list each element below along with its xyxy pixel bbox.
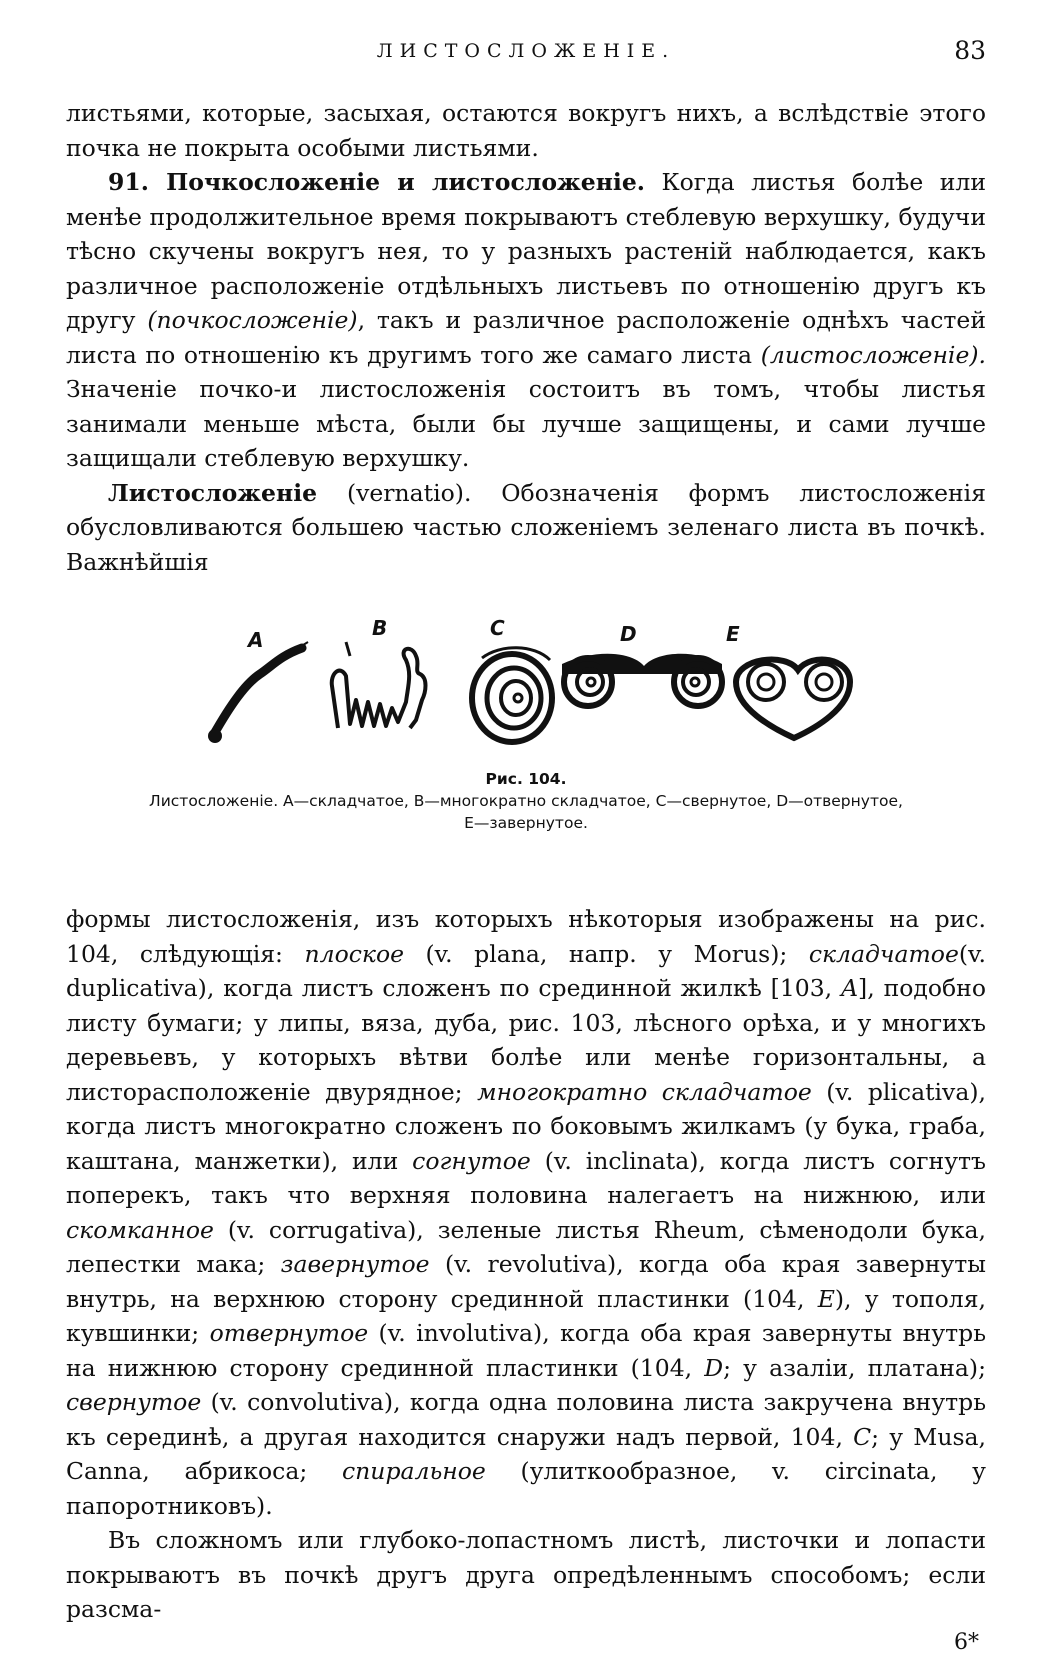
- paragraph-text: (v. inclinata), когда листъ согнутъ поперекъ, такъ что верхняя половина налегаетъ на нижнюю, или: [66, 1146, 986, 1209]
- paragraph-text: , такъ и различное расположеніе однѣхъ частей листа по отношенію къ другимъ того же самаго листа: [66, 306, 986, 369]
- lower-text-block: [66, 902, 986, 1627]
- paragraph-text: (v. duplicativa), когда листъ сложенъ по срединной жилкѣ [103,: [66, 939, 986, 1002]
- vernation-a-illustration: [208, 642, 308, 743]
- caption-line: Листосложеніе. A—складчатое, B—многократно складчатое, C—свернутое, D—отвернутое,: [149, 792, 903, 810]
- term: свернутое: [66, 1388, 202, 1416]
- paragraph-text: (v. revolutiva), когда оба края завернуты внутрь, на верхнюю сторону срединной пластинки (104,: [66, 1250, 987, 1313]
- paragraph-continuation: листьями, которые, засыхая, остаются вокругъ нихъ, а вслѣдствіе этого почка не покрыта особыми листьями.: [66, 99, 986, 162]
- term: многократно складчатое: [477, 1077, 812, 1106]
- figure-ref: C: [853, 1422, 872, 1451]
- figure-ref: A: [841, 974, 859, 1002]
- running-title: ЛИСТОСЛОЖЕНІЕ.: [376, 40, 676, 62]
- paragraph-text: (v. plana, напр. у Morus);: [404, 939, 809, 968]
- vernation-d-illustration: [562, 654, 722, 706]
- paragraph-vernation-forms: [66, 902, 986, 1523]
- upper-text-block: [66, 96, 986, 579]
- figure-104: [200, 616, 860, 766]
- subsection-heading: Листосложеніе: [108, 478, 318, 507]
- term: (почкосложеніе): [147, 306, 358, 334]
- vernation-b-illustration: [332, 642, 426, 728]
- vernation-c-illustration: [472, 648, 552, 742]
- term: плоское: [304, 939, 404, 968]
- paragraph-text: (v. plicativa), когда листъ многократно сложенъ по боковымъ жилкамъ (у бука, граба, каштана, манжетки), или: [66, 1077, 986, 1175]
- figure-label-a: A: [248, 628, 264, 652]
- paragraph-text: (v. corrugativa), зеленые листья Rheum, сѣменодоли бука, лепестки мака;: [66, 1215, 986, 1278]
- paragraph-text: (улиткообразное, v. circinata, у папоротниковъ).: [66, 1457, 986, 1520]
- term: спиральное: [342, 1457, 486, 1485]
- figure-label-b: B: [372, 616, 388, 640]
- paragraph-text: (vernatio). Обозначенія формъ листосложенія обусловливаются большею частью сложеніемъ зеленаго листа въ почкѣ. Важнѣйшія: [66, 478, 986, 576]
- paragraph-text: Значеніе почко-и листосложенія состоитъ въ томъ, чтобы листья занимали меньше мѣста, были бы лучше защищены, и сами лучше защищали стеблевую верхушку.: [66, 375, 986, 472]
- vernation-e-illustration: [736, 660, 850, 738]
- paragraph-text: ; у азаліи, платана);: [723, 1353, 986, 1382]
- term: (листосложеніе).: [760, 340, 986, 369]
- paragraph-text: ], подобно листу бумаги; у липы, вяза, дуба, рис. 103, лѣсного орѣха, и у многихъ деревьевъ, у которыхъ вѣтви болѣе или менѣе горизонтальны, а листорасположеніе двурядное;: [66, 974, 986, 1106]
- figure-number: Рис. 104.: [485, 770, 567, 788]
- term: скомканное: [66, 1215, 214, 1244]
- term: согнутое: [412, 1146, 531, 1175]
- figure-label-e: E: [726, 622, 740, 646]
- figure-label-d: D: [620, 622, 637, 646]
- paragraph-text: Когда листья болѣе или менѣе продолжительное время покрываютъ стеблевую верхушку, будучи тѣсно скучены вокругъ нея, то у разныхъ растеній наблюдается, какъ различное расположеніе отдѣльныхъ листьевъ по отношенію другъ къ другу: [66, 168, 986, 334]
- figure-drawings: [200, 616, 860, 766]
- paragraph-text: ; у Musa, Canna, абрикоса;: [66, 1422, 987, 1485]
- caption-line: E—завернутое.: [464, 814, 588, 832]
- figure-ref: D: [704, 1353, 724, 1382]
- paragraph-91: [66, 165, 986, 476]
- paragraph-text: ), у тополя, кувшинки;: [66, 1284, 987, 1347]
- signature-mark: 6*: [954, 1630, 979, 1655]
- paragraph-compound-leaf: Въ сложномъ или глубоко-лопастномъ листѣ, листочки и лопасти покрываютъ въ почкѣ другъ друга опредѣленнымъ способомъ; если разсма-: [66, 1526, 986, 1623]
- paragraph-text: формы листосложенія, изъ которыхъ нѣкоторыя изображены на рис. 104, слѣдующія:: [66, 905, 986, 968]
- paragraph-text: (v. convolutiva), когда одна половина листа закручена внутрь къ серединѣ, а другая находится снаружи надъ первой, 104,: [66, 1388, 986, 1451]
- term: отвернутое: [209, 1319, 369, 1347]
- figure-label-c: C: [490, 616, 505, 640]
- term: складчатое: [808, 939, 959, 968]
- term: завернутое: [280, 1250, 430, 1278]
- paragraph-vernatio: [66, 476, 986, 580]
- figure-ref: E: [817, 1284, 835, 1313]
- page-header: [66, 36, 986, 74]
- section-heading: 91. Почкосложеніе и листосложеніе.: [108, 168, 645, 196]
- paragraph-text: (v. involutiva), когда оба края завернуты внутрь на нижнюю сторону срединной пластинки (104,: [66, 1319, 987, 1382]
- page-number: 83: [954, 36, 986, 65]
- figure-caption: [66, 768, 986, 834]
